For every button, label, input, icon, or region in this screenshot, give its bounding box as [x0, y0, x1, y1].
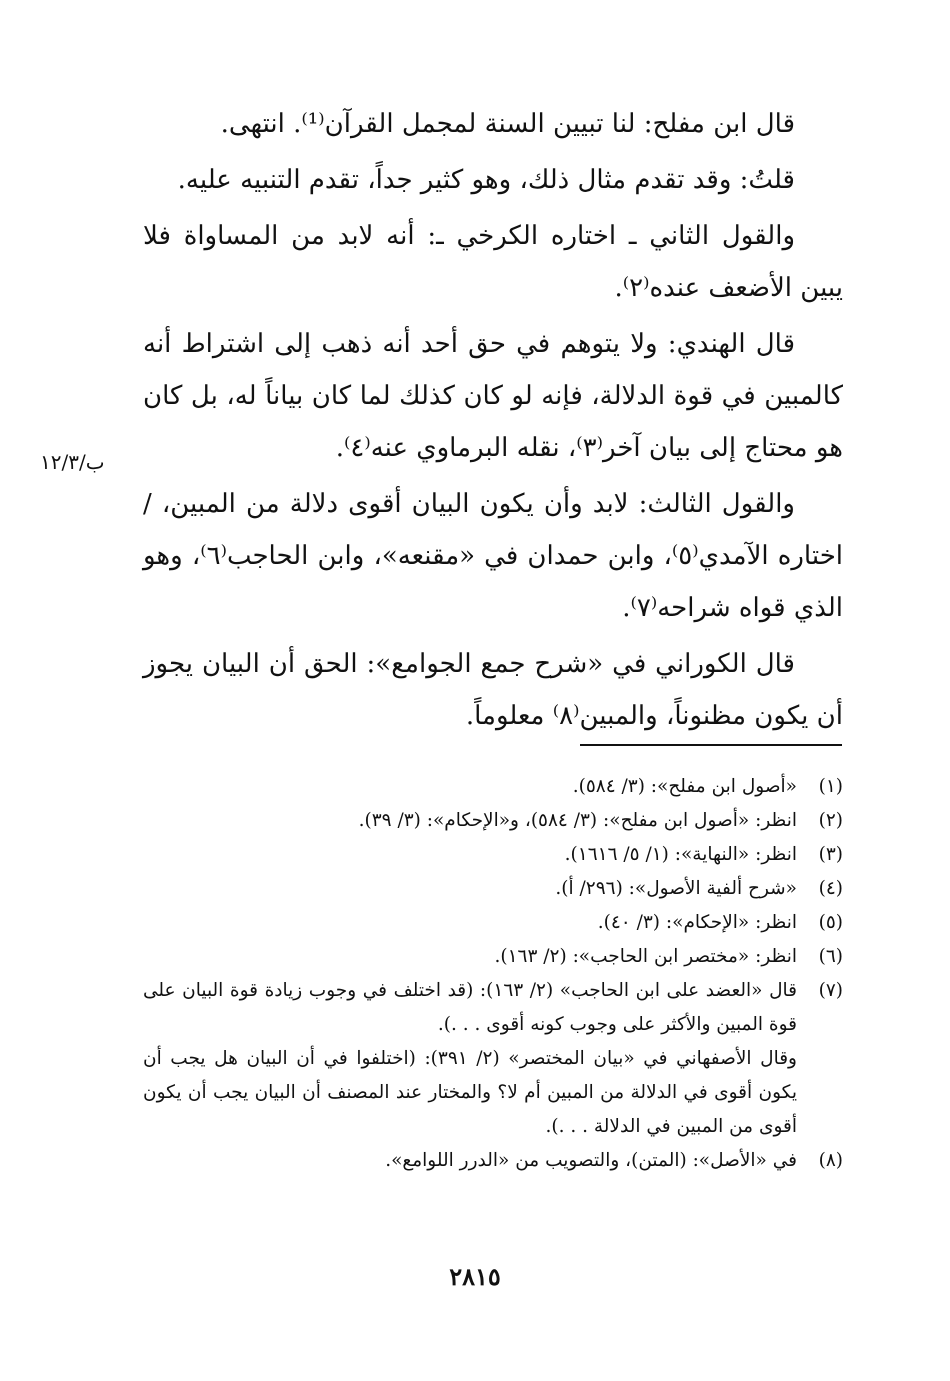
footnote-6	[143, 940, 843, 974]
footnote-8	[143, 1144, 843, 1178]
footnote-number: (٧)	[818, 980, 843, 1001]
footnote-2	[143, 804, 843, 838]
main-text	[143, 98, 843, 746]
paragraph: قال الهندي: ولا يتوهم في حق أحد أنه ذهب إلى اشتراط أنه كالمبين في قوة الدلالة، فإنه لو كان كذلك لما كان بياناً له، بل كان هو محتاج إلى بيان آخر⁽٣⁾، نقله البرماوي عنه⁽٤⁾.	[143, 329, 843, 463]
footnote-3	[143, 838, 843, 872]
footnote-number: (٨)	[818, 1150, 843, 1171]
footnotes	[143, 770, 843, 1178]
paragraph: والقول الثاني ـ اختاره الكرخي ـ: أنه لابد من المساواة فلا يبين الأضعف عنده⁽٢⁾.	[143, 221, 843, 303]
footnote-separator	[580, 744, 842, 746]
footnote-4	[143, 872, 843, 906]
footnote-number: (٣)	[818, 844, 843, 865]
footnote-5	[143, 906, 843, 940]
footnote-number: (٦)	[818, 946, 843, 967]
footnote-text: في «الأصل»: (المتن)، والتصويب من «الدرر اللوامع».	[385, 1150, 797, 1171]
paragraph: والقول الثالث: لابد وأن يكون البيان أقوى دلالة من المبين، / اختاره الآمدي⁽٥⁾، وابن حمدان في «مقنعه»، وابن الحاجب⁽٦⁾، وهو الذي قواه شراحه⁽٧⁾.	[143, 489, 843, 623]
footnote-text: انظر: «النهاية»: (١/ ٥/ ١٦١٦).	[564, 844, 797, 865]
footnote-text: قال «العضد على ابن الحاجب» (٢/ ١٦٣): (قد اختلف في وجوب زيادة قوة البيان على قوة المبين والأكثر على وجوب كونه أقوى . . .).	[143, 980, 797, 1035]
footnote-number: (٤)	[818, 878, 843, 899]
footnote-7-continuation: وقال الأصفهاني في «بيان المختصر» (٢/ ٣٩١): (اختلفوا في أن البيان هل يجب أن يكون أقوى في الدلالة من المبين أم لا؟ والمختار عند المصنف أن البيان يجب أن يكون أقوى من المبين في الدلالة . . .).	[143, 1048, 797, 1137]
footnote-text: انظر: «الإحكام»: (٣/ ٤٠).	[597, 912, 797, 933]
paragraph: قال الكوراني في «شرح جمع الجوامع»: الحق أن البيان يجوز أن يكون مظنوناً، والمبين⁽٨⁾ معلوماً.	[143, 649, 843, 731]
footnote-text: انظر: «أصول ابن مفلح»: (٣/ ٥٨٤)، و«الإحكام»: (٣/ ٣٩).	[358, 810, 797, 831]
footnote-text: «شرح ألفية الأصول»: (٢٩٦/ أ).	[555, 878, 797, 899]
page-number: ٢٨١٥	[449, 1262, 501, 1291]
footnote-number: (٥)	[818, 912, 843, 933]
paragraph: قلتُ: وقد تقدم مثال ذلك، وهو كثير جداً، تقدم التنبيه عليه.	[177, 165, 795, 195]
footnote-number: (١)	[818, 776, 843, 797]
manuscript-folio-marker: ب/١٢/٣	[40, 450, 105, 474]
footnote-7	[143, 974, 843, 1042]
footnote-1	[143, 770, 843, 804]
footnote-number: (٢)	[818, 810, 843, 831]
footnote-text: انظر: «مختصر ابن الحاجب»: (٢/ ١٦٣).	[494, 946, 797, 967]
footnote-text: «أصول ابن مفلح»: (٣/ ٥٨٤).	[572, 776, 797, 797]
paragraph: قال ابن مفلح: لنا تبيين السنة لمجمل القرآن⁽¹⁾. انتهى.	[220, 109, 795, 139]
